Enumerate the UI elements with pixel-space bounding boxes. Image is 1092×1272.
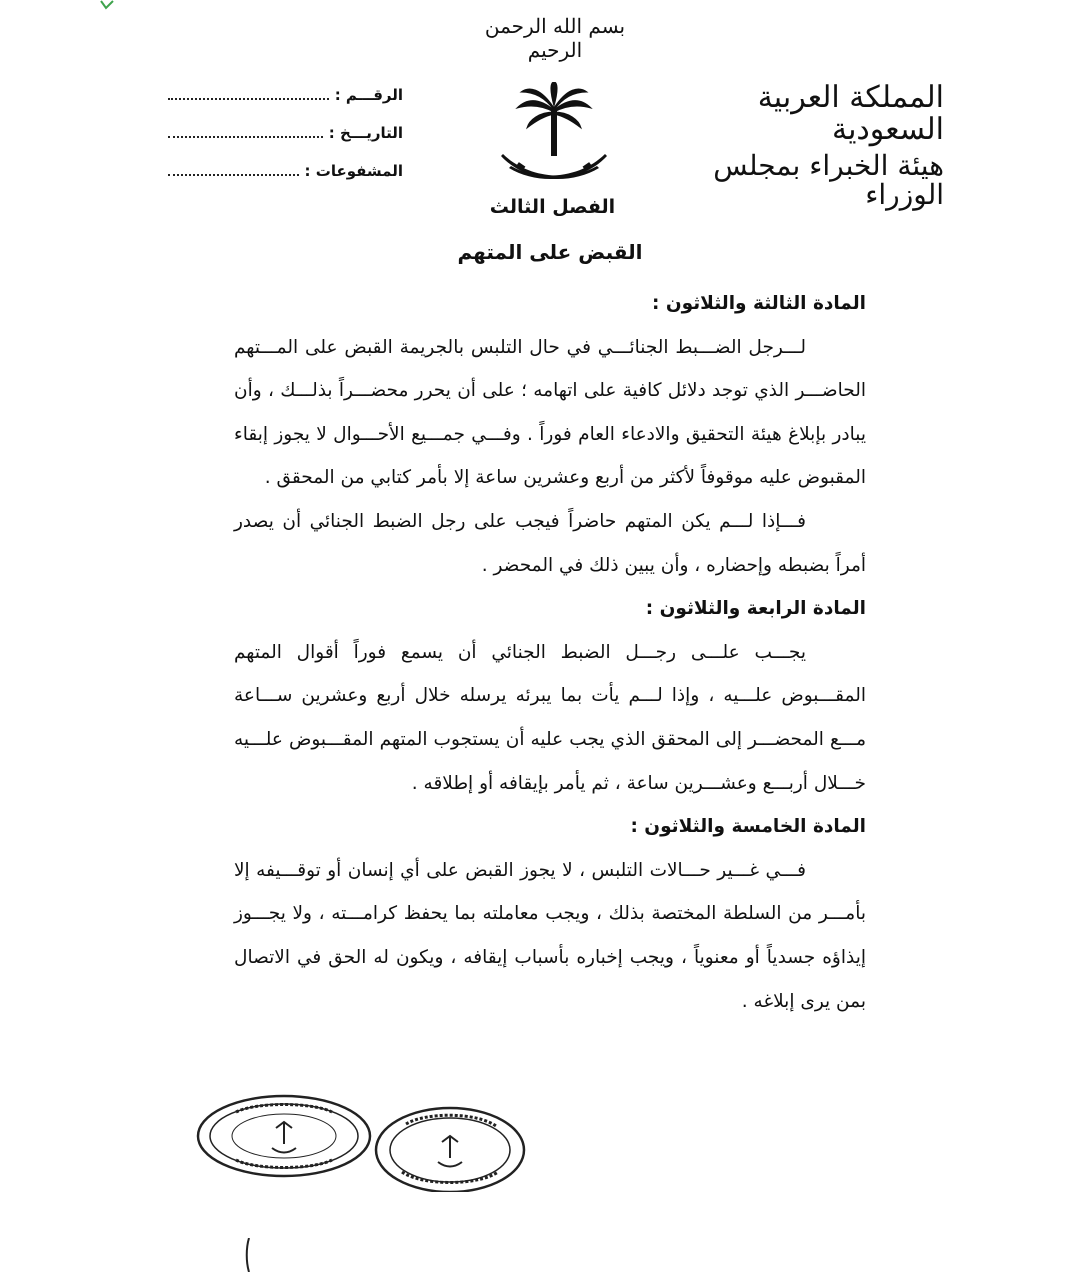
dotted-line: [168, 86, 329, 100]
section-title: القبض على المتهم: [457, 240, 643, 264]
authority-name: هيئة الخبراء بمجلس الوزراء: [713, 149, 944, 212]
article-35-heading: المادة الخامسة والثلاثون :: [630, 816, 866, 838]
article-35-paragraph-1: فـــي غـــير حـــالات التلبس ، لا يجوز القبض على أي إنسان أو توقـــيفه إلا بأمـــر من السلطة المختصة بذلك ، ويجب معاملته بما يحفظ كرامـــته ، ولا يجـــوز إيذاؤه جسدياً أو معنوياً ، ويجب إخباره بأسباب إيقافه ، ويكون له الحق في الاتصال بمن يرى إبلاغه .: [234, 859, 866, 1012]
dotted-line: [168, 124, 323, 138]
dotted-line: [168, 162, 299, 176]
ref-attachments-field: [168, 162, 403, 182]
official-stamps: [196, 1092, 536, 1192]
ref-number-field: [168, 86, 403, 106]
saudi-emblem-icon: [497, 82, 611, 194]
article-33-paragraph-1: لـــرجل الضـــبط الجنائـــي في حال التلبس بالجريمة القبض على المـــتهم الحاضـــر الذي توجد دلائل كافية على اتهامه ؛ على أن يحرر محضـــراً بذلـــك ، وأن يبادر بإبلاغ هيئة التحقيق والادعاء العام فوراً . وفـــي جمـــيع الأحـــوال لا يجوز إبقاء المقبوض عليه موقوفاً لأكثر من أربع وعشرين ساعة إلا بأمر كتابي من المحقق .: [234, 336, 866, 489]
ref-attachments-label: المشفوعات :: [304, 162, 403, 180]
articles-body: [234, 282, 866, 1023]
margin-mark-icon: [244, 1238, 252, 1272]
article-33-heading: المادة الثالثة والثلاثون :: [652, 293, 866, 314]
ref-date-field: [168, 124, 403, 144]
bismillah-heading: بسم الله الرحمن الرحيم: [484, 14, 626, 62]
article-34-heading: المادة الرابعة والثلاثون :: [645, 598, 866, 620]
article-34-paragraph-1: يجـــب علـــى رجـــل الضبط الجنائي أن يسمع فوراً أقوال المتهم المقـــبوض علـــيه ، وإذا لـــم يأت بما يبرئه يرسله خلال أربع وعشرين ســـاعة مـــع المحضـــر إلى المحقق الذي يجب عليه أن يستجوب المتهم المقـــبوض علـــيه خـــلال أربـــع وعشـــرين ساعة ، ثم يأمر بإيقافه أو إطلاقه .: [234, 641, 866, 794]
stamp-experts-commission: [198, 1096, 370, 1176]
article-33-paragraph-2: فـــإذا لـــم يكن المتهم حاضراً فيجب على رجل الضبط الجنائي أن يصدر أمراً بضبطه وإحضاره ، وأن يبين ذلك في المحضر .: [234, 510, 866, 576]
reference-fields: [168, 86, 403, 200]
ref-number-label: الرقـــم :: [334, 86, 403, 104]
stamp-general-secretariat: [376, 1108, 524, 1192]
corner-mark-icon: [100, 0, 114, 10]
ref-date-label: التاريـــخ :: [328, 124, 403, 142]
chapter-title: الفصل الثالث: [489, 196, 616, 218]
letterhead-title: [644, 82, 944, 210]
kingdom-name: المملكة العربية السعودية: [757, 80, 944, 147]
